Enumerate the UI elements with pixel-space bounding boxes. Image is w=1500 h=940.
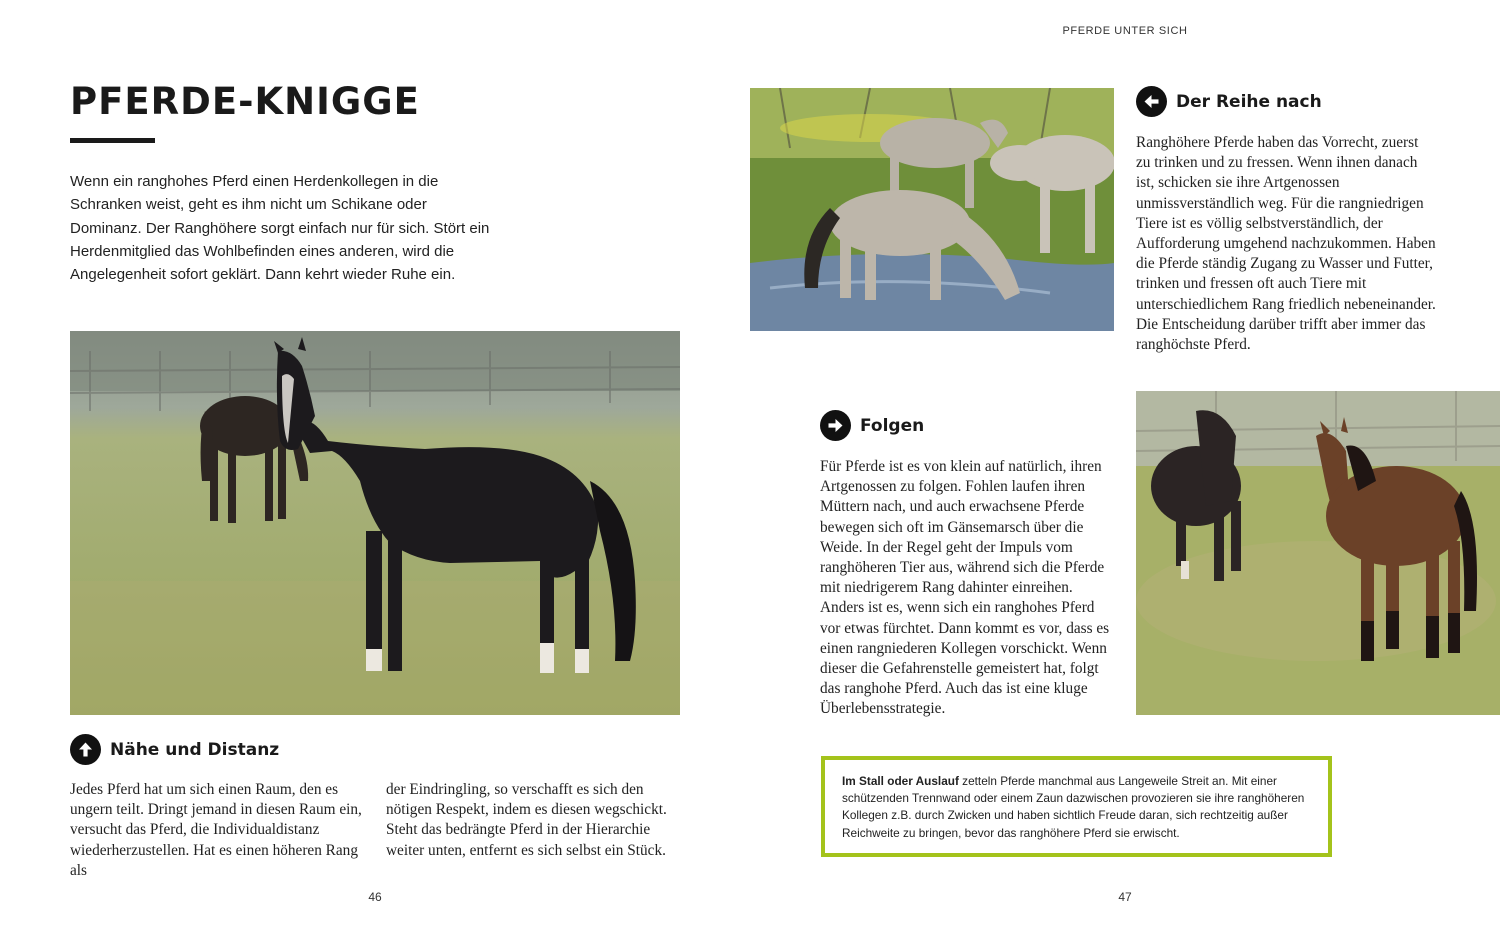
running-header: PFERDE UNTER SICH	[1062, 25, 1188, 37]
arrow-right-icon	[820, 410, 851, 441]
section-heading: Nähe und Distanz	[110, 739, 280, 760]
heading-folgen	[820, 410, 924, 441]
body-folgen: Für Pferde ist es von klein auf natürlich, ihren Artgenossen zu folgen. Fohlen laufen ihren Müttern nach, und auch erwachsene Pferde bewegen sich oft im Gänsemarsch über die Weide. In der Regel geht der Impuls vom ranghöheren Tier aus, während sich die Pferde mit niedrigerem Rang dahinter einreihen. Anders ist es, wenn sich ein ranghohes Pferd vor etwas fürchtet. Dann kommt es vor, dass es einen rangniederen Kollegen vorschickt. Wenn dieser die Gefahrenstelle gemeistert hat, folgt das ranghohe Pferd. Auch das ist eine kluge Überlebensstrategie.	[820, 458, 1110, 718]
section-heading: Folgen	[860, 415, 925, 436]
page-number-left: 46	[368, 890, 382, 904]
photo-horses-drinking	[750, 88, 1114, 331]
section-heading: Der Reihe nach	[1176, 91, 1322, 112]
body-der-reihe-nach: Ranghöhere Pferde haben das Vorrecht, zuerst zu trinken und zu fressen. Wenn ihnen danach ist, schicken sie ihre Artgenossen unmissverständlich weg. Für die rangniedrigen Tiere ist es völlig selbstverständlich, der Aufforderung umgehend nachzukommen. Haben die Pferde ständig Zugang zu Wasser und Futter, trinken und fressen oft auch Tiere mit unterschiedlichem Rang friedlich nebeneinander. Die Entscheidung darüber trifft aber immer das ranghöchste Pferd.	[1136, 134, 1436, 354]
page-number-right: 47	[1118, 890, 1132, 904]
heading-der-reihe-nach	[1136, 86, 1322, 117]
photo-two-horses-walking	[1136, 391, 1500, 715]
heading-naehe-und-distanz	[70, 734, 279, 765]
photo-two-horses-illustration	[1136, 391, 1500, 715]
tip-box-text	[842, 774, 1304, 840]
body-column-right: der Eindringling, so verschafft es sich den nötigen Respekt, indem es diesen wegschickt. Steht das bedrängte Pferd in der Hierarchie weiter unten, entfernt es sich selbst ein Stück.	[386, 781, 667, 859]
photo-dark-horse-pasture	[70, 331, 680, 715]
intro-paragraph: Wenn ein ranghohes Pferd einen Herdenkollegen in die Schranken weist, geht es ihm nicht um Schikane oder Dominanz. Der Ranghöhere sorgt einfach nur für sich. Stört ein Herdenmitglied das Wohlbefinden eines anderen, wird die Angelegenheit sofort geklärt. Dann kehrt wieder Ruhe ein.	[70, 173, 490, 284]
page-title: PFERDE-KNIGGE	[70, 80, 420, 123]
photo-horses-drinking-illustration	[750, 88, 1114, 331]
tip-lead: Im Stall oder Auslauf	[842, 774, 959, 788]
tip-text: zetteln Pferde manchmal aus Langeweile Streit an. Mit einer schützenden Trennwand oder einem Zaun dazwischen provozieren sie ihre ranghöheren Kollegen z.B. durch Zwicken und haben sichtlich Freude daran, sich rechtzeitig außer Reichweite zu bringen, bevor das ranghöhere Pferd sie erwischt.	[842, 774, 1305, 840]
tip-box	[821, 756, 1332, 857]
arrow-up-icon	[70, 734, 101, 765]
photo-dark-horse-illustration	[70, 331, 680, 715]
body-column-left: Jedes Pferd hat um sich einen Raum, den es ungern teilt. Dringt jemand in diesen Raum ein, versucht das Pferd, die Individualdistanz wiederherzustellen. Hat es einen höheren Rang als	[70, 781, 362, 879]
title-underline	[70, 138, 155, 143]
arrow-left-icon	[1136, 86, 1167, 117]
